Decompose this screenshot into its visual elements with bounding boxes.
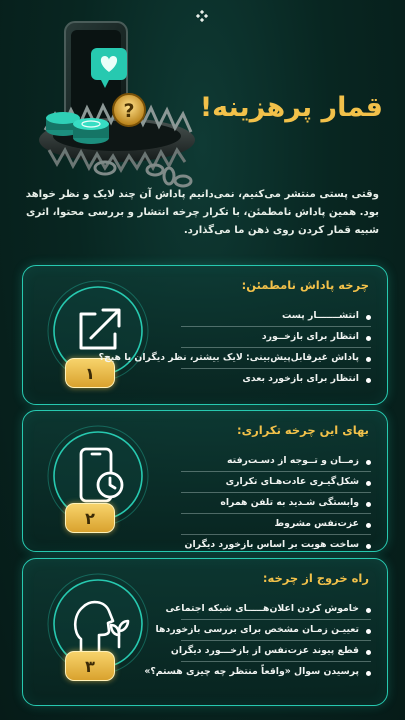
card-title: راه خروج از چرخه: (262, 571, 369, 585)
list-item: وابستگی شـدید به تلفن همراه (181, 493, 371, 514)
list-item: پاداش غیرقابل‌پیش‌بینی: لایک بیشتر، نظر دیگران یا هیچ؟ (181, 348, 371, 369)
card-list (181, 451, 371, 555)
list-item: تعییـن زمـان مشخص برای بررسی بازخوردها (181, 620, 371, 641)
step-number-badge: ۲ (65, 503, 115, 533)
list-item: قطع پیوند عزت‌نفس از بازخـــورد دیگران (181, 641, 371, 662)
card-cost-of-cycle (22, 410, 388, 552)
card-uncertain-reward-cycle (22, 265, 388, 405)
list-item: پرسیدن سوال «واقعاً منتظر چه چیزی هستم؟» (181, 662, 371, 682)
list-item: شکل‌گیـری عادت‌هـای تکراری (181, 472, 371, 493)
list-item: انتظار برای بازخــورد (181, 327, 371, 348)
step-number-badge: ۱ (65, 358, 115, 388)
card-list (144, 599, 371, 682)
card-title: چرخه پاداش نامطمئن: (241, 278, 369, 292)
list-item: انتشـــــــار پست (181, 306, 371, 327)
list-item: خاموش کردن اعلان‌هـــــای شبکه اجتماعی (181, 599, 371, 620)
list-item: ساخت هویت بر اساس بازخورد دیگران (181, 535, 371, 555)
list-item: زمــان و تــوجه از دسـت‌رفته (181, 451, 371, 472)
svg-text:?: ? (123, 100, 135, 122)
question-coin-icon (113, 94, 145, 126)
list-item: انتظار برای بازخورد بعدی (181, 369, 371, 389)
card-title: بهای این چرخه تکراری: (237, 423, 369, 437)
step-number-badge: ۳ (65, 651, 115, 681)
hero-illustration (25, 18, 200, 188)
intro-paragraph: وقتی پستی منتشر می‌کنیم، نمی‌دانیم پاداش آن چند لایک و نظر خواهد بود. همین پاداش نامطمئن، با تکرار چرخه انتشار و بررسی محتوا، اثری شبیه قمار کردن روی ذهن ما می‌گذارد. (25, 189, 379, 236)
page-title: قمار پرهزینه! (199, 92, 383, 123)
card-exit-the-cycle (22, 558, 388, 706)
list-item: عزت‌نفس مشروط (181, 514, 371, 535)
card-list (98, 306, 371, 389)
